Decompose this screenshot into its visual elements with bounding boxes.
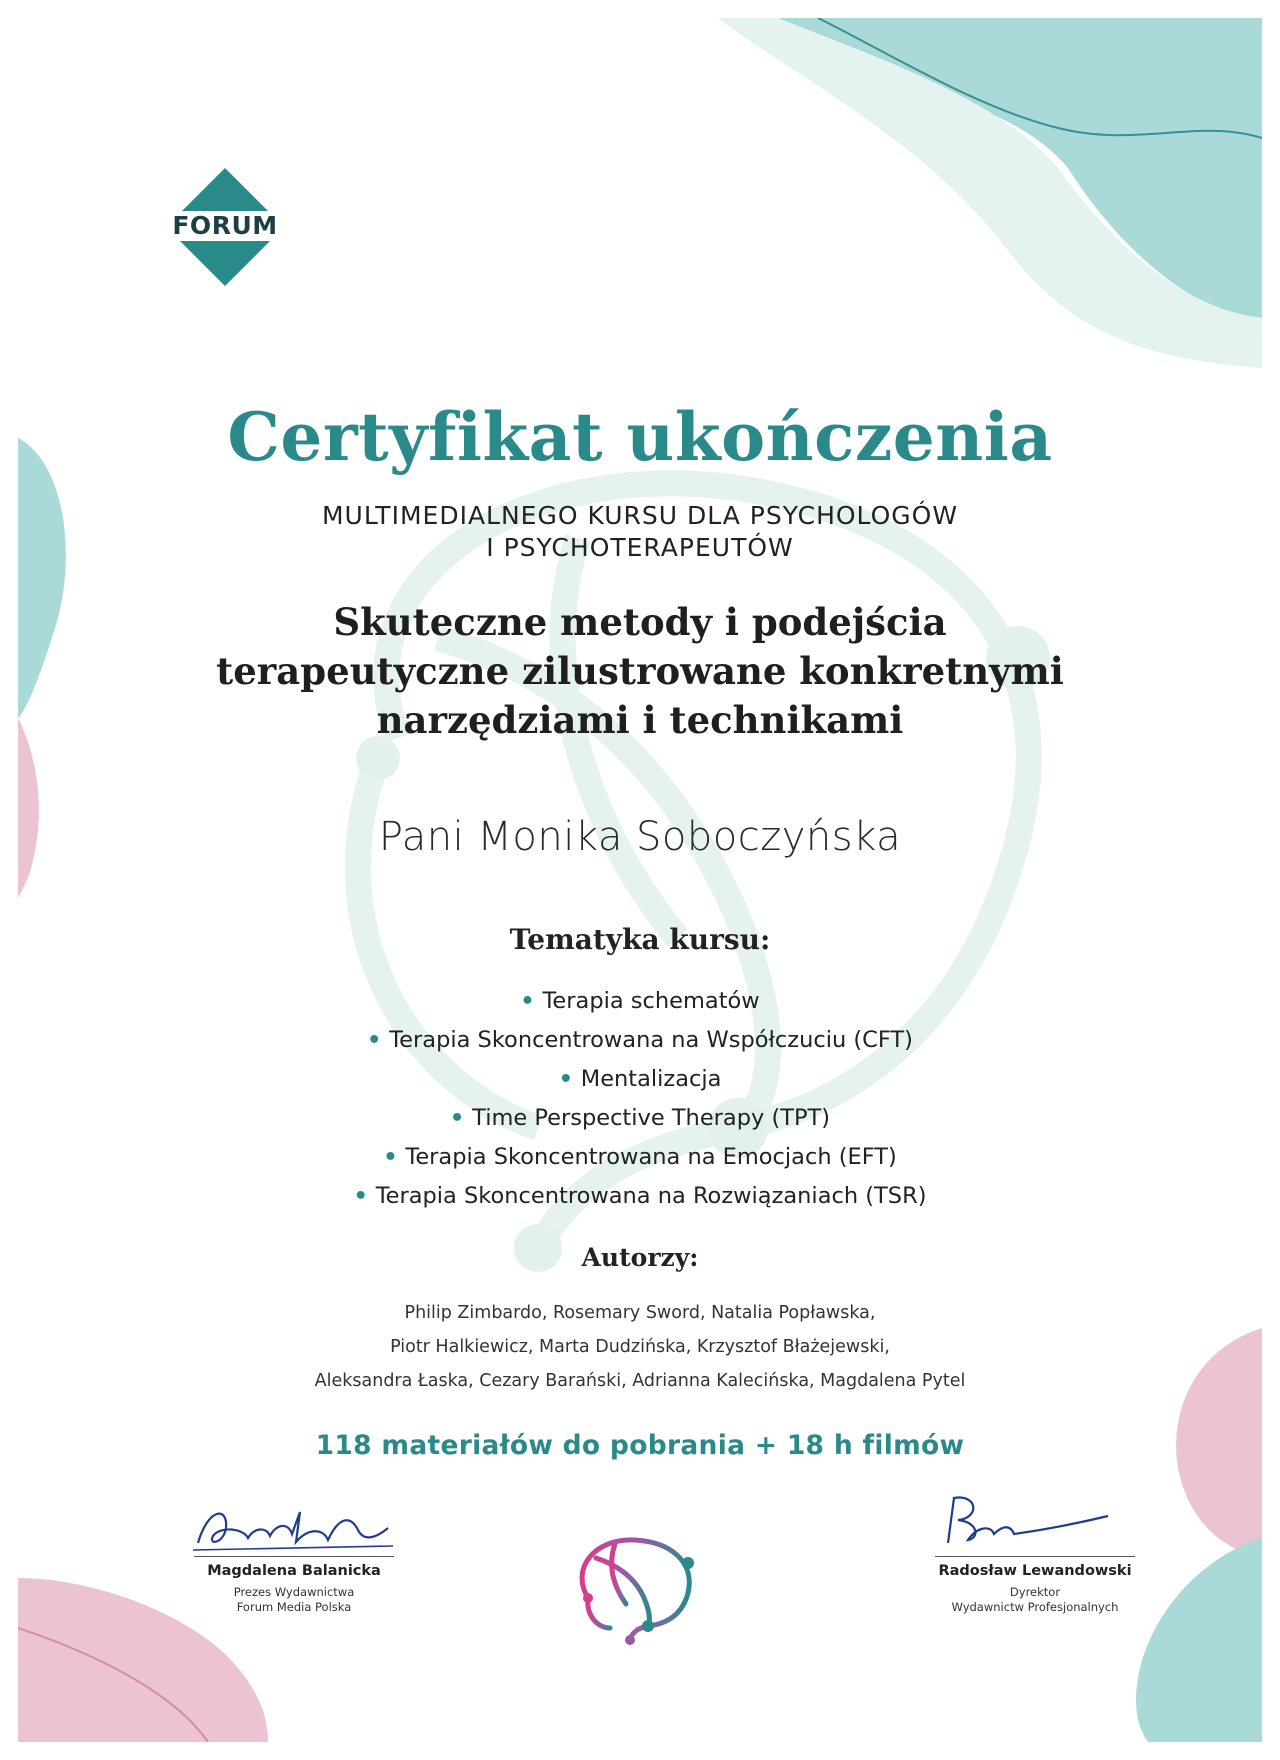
signer-name: Magdalena Balanicka bbox=[207, 1563, 381, 1579]
list-item: • Terapia Skoncentrowana na Współczuciu (CFT) bbox=[18, 1021, 1262, 1060]
signature-line bbox=[194, 1556, 394, 1557]
authors-line-3: Aleksandra Łaska, Cezary Barański, Adrianna Kalecińska, Magdalena Pytel bbox=[314, 1371, 966, 1391]
signer-role-line-2: Forum Media Polska bbox=[236, 1600, 352, 1614]
signer-name: Radosław Lewandowski bbox=[938, 1563, 1132, 1579]
signer-role-line-1: Prezes Wydawnictwa bbox=[233, 1585, 355, 1599]
forum-logo-text: FORUM bbox=[166, 211, 284, 241]
list-item: • Mentalizacja bbox=[18, 1060, 1262, 1099]
subtitle-line-1: MULTIMEDIALNEGO KURSU DLA PSYCHOLOGÓW bbox=[321, 501, 959, 530]
certificate-subtitle bbox=[18, 500, 1262, 564]
course-title-line-2: terapeutyczne zilustrowane konkretnymi bbox=[216, 649, 1064, 693]
list-item: • Time Perspective Therapy (TPT) bbox=[18, 1099, 1262, 1138]
list-item: • Terapia Skoncentrowana na Emocjach (EFT) bbox=[18, 1138, 1262, 1177]
certificate-page bbox=[18, 18, 1262, 1742]
subtitle-line-2: I PSYCHOTERAPEUTÓW bbox=[486, 533, 794, 562]
authors-list bbox=[18, 1296, 1262, 1398]
authors-line-1: Philip Zimbardo, Rosemary Sword, Natalia Popławska, bbox=[404, 1303, 876, 1323]
course-title-line-3: narzędziami i technikami bbox=[376, 698, 904, 742]
list-item: • Terapia schematów bbox=[18, 982, 1262, 1021]
authors-line-2: Piotr Halkiewicz, Marta Dudzińska, Krzysztof Błażejewski, bbox=[390, 1337, 890, 1357]
signature-right-icon bbox=[918, 1488, 1118, 1558]
signer-role bbox=[915, 1585, 1155, 1615]
signature-left-icon bbox=[188, 1498, 398, 1558]
course-title-line-1: Skuteczne metody i podejścia bbox=[333, 600, 947, 644]
recipient-name: Pani Monika Soboczyńska bbox=[378, 814, 902, 860]
signer-role-line-1: Dyrektor bbox=[1009, 1585, 1061, 1599]
signer-role-line-2: Wydawnictw Profesjonalnych bbox=[951, 1600, 1119, 1614]
pink-blob-left bbox=[18, 718, 39, 898]
certificate-title: Certyfikat ukończenia bbox=[227, 398, 1053, 476]
brain-logo-icon bbox=[560, 1528, 710, 1646]
topics-heading: Tematyka kursu: bbox=[509, 923, 771, 956]
signature-line bbox=[935, 1556, 1135, 1557]
topics-list bbox=[18, 982, 1262, 1216]
authors-heading: Autorzy: bbox=[581, 1243, 699, 1272]
course-title bbox=[18, 598, 1262, 745]
signer-role bbox=[174, 1585, 414, 1615]
signature-right bbox=[915, 1556, 1155, 1615]
materials-summary: 118 materiałów do pobrania + 18 h filmów bbox=[315, 1430, 965, 1461]
signature-left bbox=[174, 1556, 414, 1615]
list-item: • Terapia Skoncentrowana na Rozwiązaniach (TSR) bbox=[18, 1177, 1262, 1216]
